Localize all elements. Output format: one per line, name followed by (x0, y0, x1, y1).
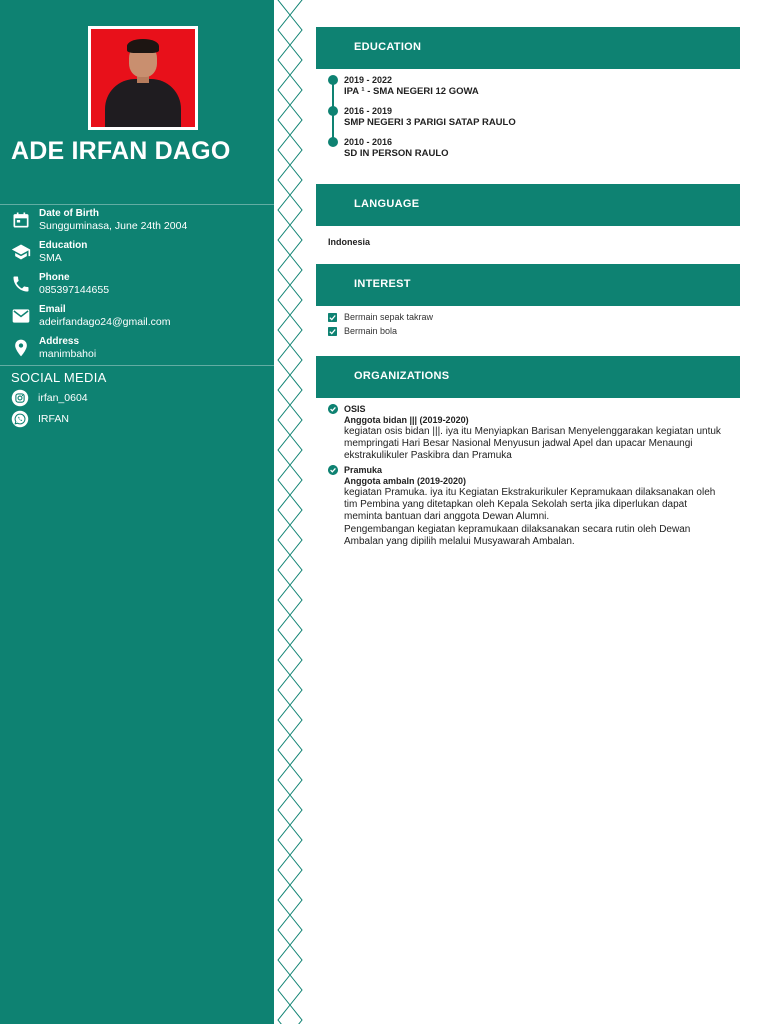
organization-name: OSIS (344, 404, 366, 414)
social-instagram[interactable] (11, 389, 251, 407)
education-header (316, 27, 740, 69)
education-years: 2016 - 2019 (344, 106, 393, 116)
graduation-cap-icon (11, 242, 31, 262)
diamond-lattice-decoration (274, 0, 306, 1024)
language-title: LANGUAGE (354, 198, 420, 210)
education-title: EDUCATION (354, 41, 422, 53)
info-label: Phone (39, 272, 70, 283)
info-date-of-birth (11, 208, 271, 238)
instagram-icon (11, 389, 29, 407)
education-item (328, 137, 728, 165)
organization-description: kegiatan Pramuka. iya itu Kegiatan Ekstrakurikuler Kepramukaan dilaksanakan oleh tim Pembina yang ditetapkan oleh Kepala Sekolah serta jika diperlukan dapat meminta bantuan dari anggota Dewan Alumni. Pengembangan kegiatan kepramukaan dilaksanakan secara rutin oleh Dewan Ambalan yang dipilih melalui Musyawarah Ambalan. (344, 487, 716, 547)
organization-name: Pramuka (344, 465, 383, 475)
info-value: manimbahoi (39, 348, 97, 360)
info-address (11, 336, 271, 366)
education-school: IPA ¹ - SMA NEGERI 12 GOWA (344, 86, 479, 97)
info-value: SMA (39, 252, 62, 264)
info-email (11, 304, 271, 334)
profile-photo-image (91, 29, 195, 127)
interest-item (328, 326, 628, 338)
language-item: Indonesia (328, 237, 371, 247)
organization-role: Anggota ambaln (2019-2020) (344, 476, 467, 486)
whatsapp-icon (11, 410, 29, 428)
interest-text: Bermain sepak takraw (344, 312, 434, 322)
social-value: irfan_0604 (38, 392, 88, 404)
interest-header (316, 264, 740, 306)
info-label: Address (39, 336, 80, 347)
social-whatsapp[interactable] (11, 410, 251, 428)
info-label: Date of Birth (39, 208, 99, 219)
sidebar-divider (0, 365, 274, 366)
education-school: SMP NEGERI 3 PARIGI SATAP RAULO (344, 117, 516, 128)
interest-title: INTEREST (354, 278, 411, 290)
timeline-dot (328, 137, 338, 147)
timeline-dot (328, 75, 338, 85)
organization-role: Anggota bidan ||| (2019-2020) (344, 415, 469, 425)
social-value: IRFAN (38, 413, 69, 425)
education-item (328, 75, 728, 103)
location-pin-icon (11, 338, 31, 358)
calendar-icon (11, 210, 31, 230)
info-label: Education (39, 240, 88, 251)
education-school: SD IN PERSON RAULO (344, 148, 449, 159)
info-value: adeirfandago24@gmail.com (39, 316, 171, 328)
social-media-title: SOCIAL MEDIA (11, 370, 107, 385)
lattice-diamonds (278, 0, 302, 1024)
profile-photo (88, 26, 198, 130)
sidebar-divider (0, 204, 274, 205)
checkbox-checked-icon (328, 313, 337, 322)
check-circle-icon (328, 465, 338, 475)
education-years: 2019 - 2022 (344, 75, 393, 85)
info-value: Sungguminasa, June 24th 2004 (39, 220, 188, 232)
checkbox-checked-icon (328, 327, 337, 336)
organizations-title: ORGANIZATIONS (354, 370, 450, 382)
sidebar (0, 0, 274, 1024)
phone-icon (11, 274, 31, 294)
info-value: 085397144655 (39, 284, 110, 296)
profile-name: ADE IRFAN DAGO (11, 137, 231, 165)
organizations-header (316, 356, 740, 398)
education-item (328, 106, 728, 134)
email-icon (11, 306, 31, 326)
education-years: 2010 - 2016 (344, 137, 393, 147)
interest-item (328, 312, 628, 324)
info-phone (11, 272, 271, 302)
info-label: Email (39, 304, 66, 315)
check-circle-icon (328, 404, 338, 414)
info-education (11, 240, 271, 270)
language-header (316, 184, 740, 226)
interest-text: Bermain bola (344, 326, 398, 336)
timeline-dot (328, 106, 338, 116)
organization-description: kegiatan osis bidan |||. iya itu Menyiapkan Barisan Menyelenggarakan kegiatan untuk mempringati Hari Besar Nasional Menyusun jadwal Apel dan upacar Menaungi ekstrakulikuler Paskibra dan Pramuka (344, 426, 721, 462)
